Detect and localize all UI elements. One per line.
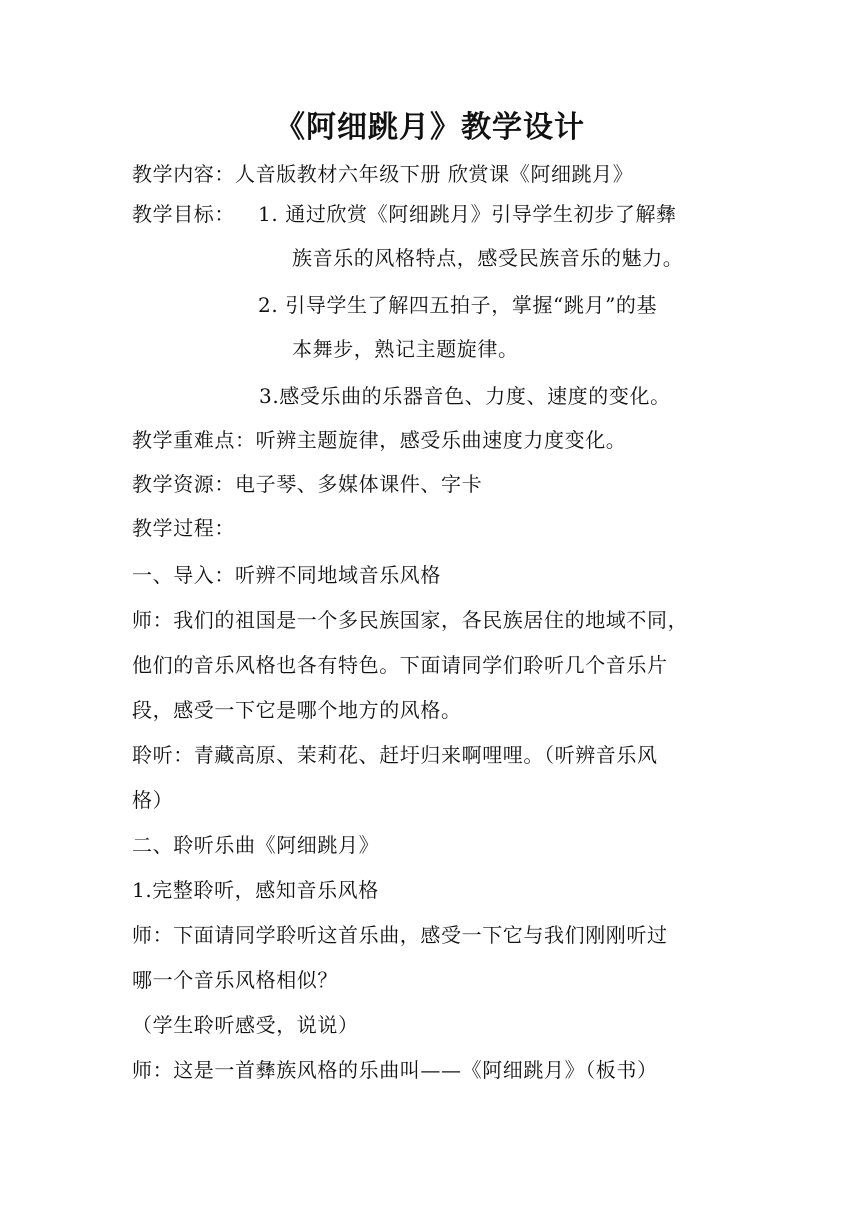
paragraph-2-line-2: 格） [132,788,174,812]
paragraph-1-line-3: 段，感受一下它是哪个地方的风格。 [132,698,462,722]
paragraph-1-line-1: 师：我们的祖国是一个多民族国家，各民族居住的地域不同， [132,608,689,632]
paragraph-3-line-1: 师：下面请同学聆听这首乐曲，感受一下它与我们刚刚听过 [132,923,668,947]
resources-line: 教学资源：电子琴、多媒体课件、字卡 [132,472,483,496]
paragraph-5-line: 师：这是一首彝族风格的乐曲叫——《阿细跳月》（板书） [132,1058,658,1082]
goal-1-line-2: 族音乐的风格特点，感受民族音乐的魅力。 [292,246,684,270]
goal-2-line-2: 本舞步，熟记主题旋律。 [292,337,519,361]
goal-2-line-1: 2. 引导学生了解四五拍子，掌握“跳月”的基 [258,293,658,317]
key-points-line: 教学重难点：听辨主题旋律，感受乐曲速度力度变化。 [132,428,627,452]
paragraph-3-line-2: 哪一个音乐风格相似？ [132,968,338,992]
step-1-heading: 1.完整聆听，感知音乐风格 [132,878,379,902]
section-2-heading: 二、聆听乐曲《阿细跳月》 [132,833,380,857]
goal-1-line-1: 1. 通过欣赏《阿细跳月》引导学生初步了解彝 [258,202,677,226]
process-heading: 教学过程： [132,516,235,540]
goal-3-line: 3.感受乐曲的乐器音色、力度、速度的变化。 [259,384,671,408]
teaching-goals-label: 教学目标： [132,202,235,226]
paragraph-1-line-2: 他们的音乐风格也各有特色。下面请同学们聆听几个音乐片 [132,653,668,677]
document-title: 《阿细跳月》教学设计 [275,110,585,145]
paragraph-4-line: （学生聆听感受，说说） [132,1013,359,1037]
paragraph-2-line-1: 聆听：青藏高原、茉莉花、赶圩归来啊哩哩。（听辨音乐风 [132,743,658,767]
teaching-content-line: 教学内容：人音版教材六年级下册 欣赏课《阿细跳月》 [132,162,634,186]
section-1-heading: 一、导入：听辨不同地域音乐风格 [132,563,441,587]
